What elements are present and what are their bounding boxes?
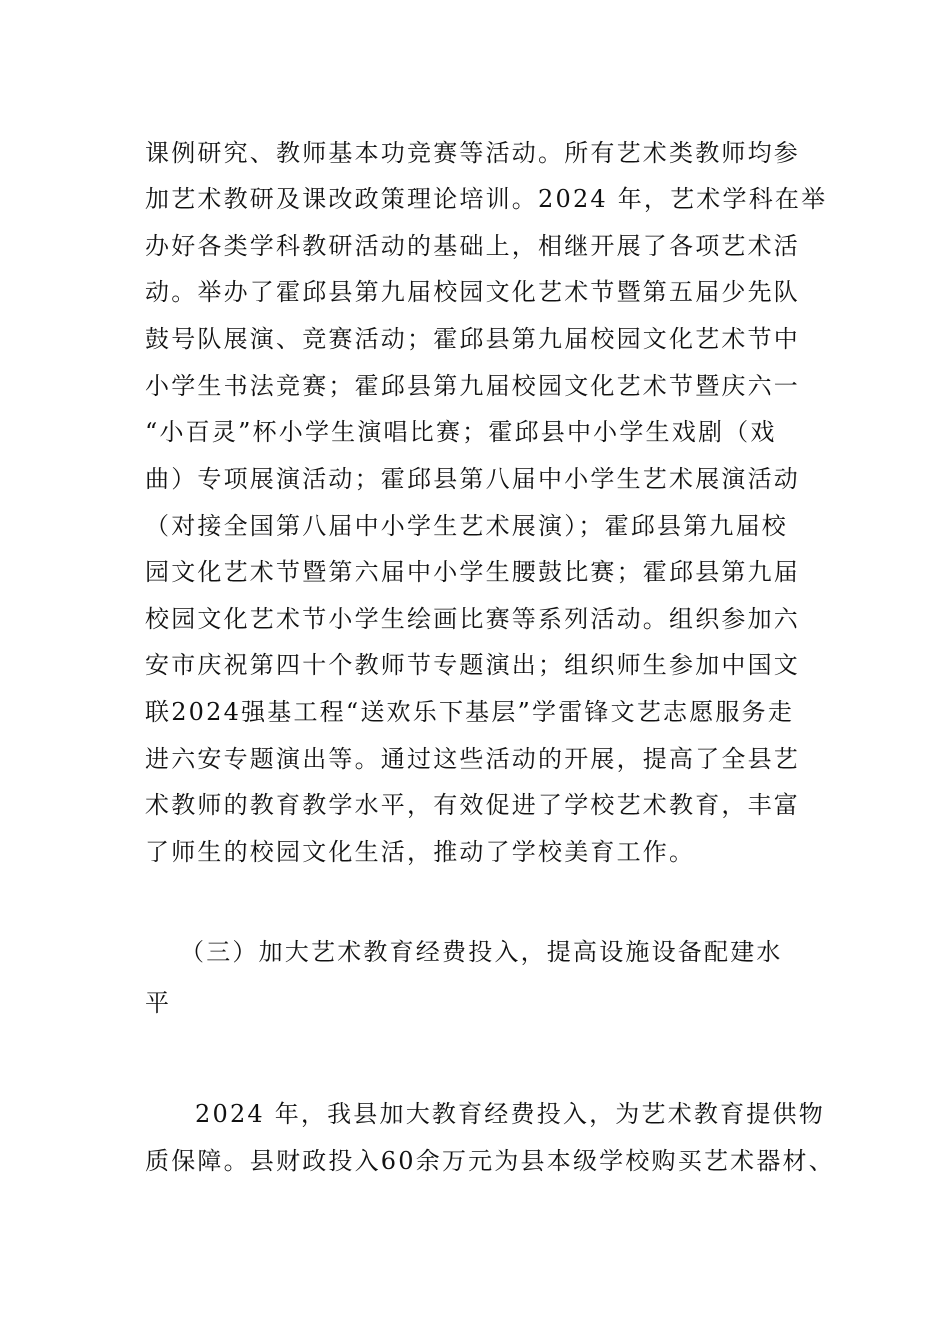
- text-line: （对接全国第八届中小学生艺术展演）；霍邱县第九届校: [145, 512, 788, 540]
- text-line: 鼓号队展演、竞赛活动；霍邱县第九届校园文化艺术节中: [145, 325, 800, 353]
- text-line: 园文化艺术节暨第六届中小学生腰鼓比赛；霍邱县第九届: [145, 558, 800, 586]
- text-line: 了师生的校园文化生活，推动了学校美育工作。: [145, 838, 696, 866]
- text-line: 课例研究、教师基本功竞赛等活动。所有艺术类教师均参: [145, 139, 800, 167]
- text-line: 2024 年，我县加大教育经费投入，为艺术教育提供物: [195, 1100, 825, 1128]
- heading-line: （三）加大艺术教育经费投入，提高设施设备配建水: [180, 938, 783, 966]
- heading-line: 平: [145, 989, 172, 1017]
- text-line: 动。举办了霍邱县第九届校园文化艺术节暨第五届少先队: [145, 278, 800, 306]
- text-line: 加艺术教研及课改政策理论培训。2024 年，艺术学科在举: [145, 185, 828, 213]
- text-line: 进六安专题演出等。通过这些活动的开展，提高了全县艺: [145, 745, 800, 773]
- text-line: 校园文化艺术节小学生绘画比赛等系列活动。组织参加六: [145, 605, 800, 633]
- text-line: “小百灵”杯小学生演唱比赛；霍邱县中小学生戏剧（戏: [145, 418, 777, 446]
- text-line: 办好各类学科教研活动的基础上，相继开展了各项艺术活: [145, 232, 800, 260]
- text-line: 质保障。县财政投入60余万元为县本级学校购买艺术器材、: [145, 1147, 835, 1175]
- text-line: 联2024强基工程“送欢乐下基层”学雷锋文艺志愿服务走: [145, 698, 795, 726]
- text-line: 术教师的教育教学水平，有效促进了学校艺术教育，丰富: [145, 791, 800, 819]
- text-line: 曲）专项展演活动；霍邱县第八届中小学生艺术展演活动: [145, 465, 800, 493]
- text-line: 小学生书法竞赛；霍邱县第九届校园文化艺术节暨庆六一: [145, 372, 800, 400]
- text-line: 安市庆祝第四十个教师节专题演出；组织师生参加中国文: [145, 651, 800, 679]
